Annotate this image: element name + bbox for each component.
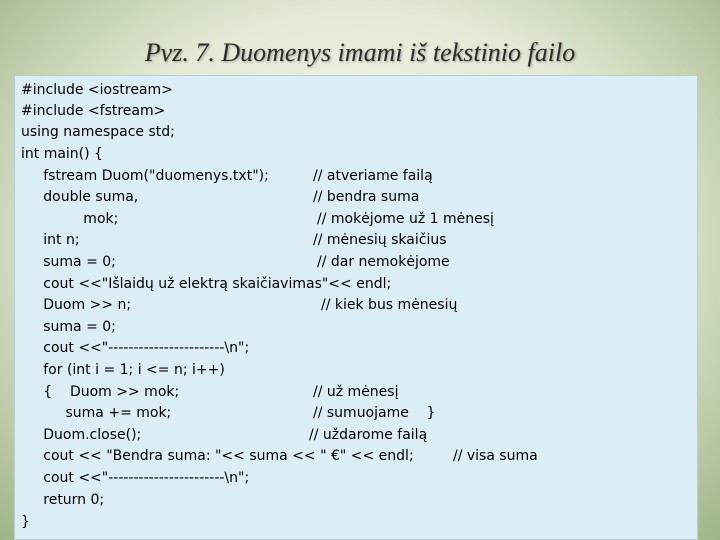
code-comment: // už mėnesį — [313, 384, 399, 400]
code-comment: // uždarome failą — [309, 427, 428, 443]
code-comment: // mėnesių skaičius — [313, 232, 447, 248]
code-line: { Duom >> mok; — [21, 384, 180, 400]
code-line: for (int i = 1; i <= n; i++) — [21, 362, 225, 378]
code-comment: // mokėjome už 1 mėnesį — [317, 211, 494, 227]
code-line: int n; — [21, 232, 80, 248]
code-line: Duom.close(); — [21, 427, 142, 443]
code-line: #include <iostream> — [21, 82, 173, 98]
code-line: #include <fstream> — [21, 103, 166, 119]
code-line: double suma, — [21, 189, 139, 205]
code-comment: // sumuojame } — [313, 405, 436, 421]
code-comment: // visa suma — [453, 448, 538, 464]
code-comment: // bendra suma — [313, 189, 420, 205]
code-line: cout <<"Išlaidų už elektrą skaičiavimas"<< endl; — [21, 276, 392, 292]
code-line: suma = 0; — [21, 319, 116, 335]
code-line: cout << "Bendra suma: "<< suma << " €" << endl; — [21, 448, 414, 464]
code-comment: // atveriame failą — [313, 168, 433, 184]
code-line: mok; — [21, 211, 119, 227]
code-line: cout <<"-----------------------\n"; — [21, 340, 250, 356]
code-line: fstream Duom("duomenys.txt"); — [21, 168, 269, 184]
code-line: return 0; — [21, 492, 105, 508]
code-line: using namespace std; — [21, 124, 175, 140]
code-comment: // dar nemokėjome — [317, 254, 450, 270]
code-line: Duom >> n; — [21, 297, 132, 313]
code-line: suma = 0; — [21, 254, 116, 270]
code-line: int main() { — [21, 146, 103, 162]
code-line: suma += mok; — [21, 405, 172, 421]
code-line: cout <<"-----------------------\n"; — [21, 470, 250, 486]
code-block — [14, 75, 698, 540]
code-line: } — [21, 514, 30, 530]
slide-title: Pvz. 7. Duomenys imami iš tekstinio failo — [144, 38, 576, 67]
code-comment: // kiek bus mėnesių — [321, 297, 458, 313]
